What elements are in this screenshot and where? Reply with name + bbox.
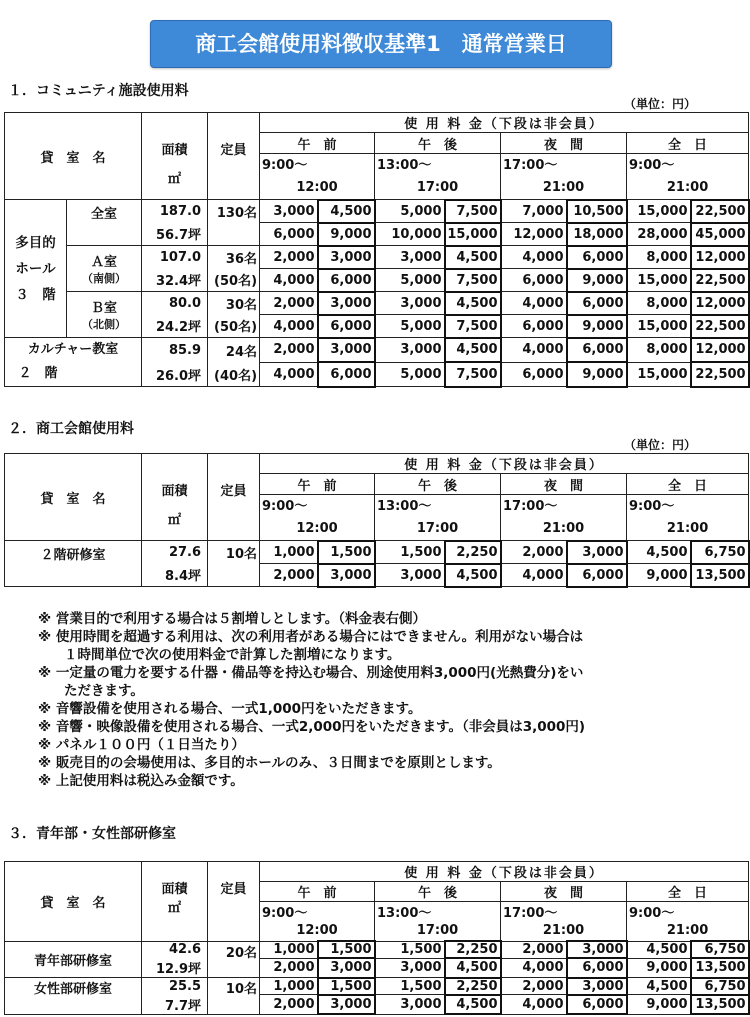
area-header: 面積 ㎡ [142,454,208,541]
section-2-title: ２．商工会館使用料 [8,421,134,437]
period-am-start: 9:00～ [260,154,375,176]
period-night-start: 17:00～ [501,902,627,922]
room-name: 全室 [67,200,142,246]
fee-am-nonmember: 6,000 [260,223,318,246]
period-am-start: 9:00～ [260,902,375,922]
fee-allday-member: 15,000 [627,200,691,223]
fee-pm-nonmember-business: 15,000 [445,223,501,246]
room-tsubo: 24.2坪 [142,315,208,338]
room-name: 女性部研修室 [5,978,142,1015]
fee-night-nonmember: 6,000 [501,362,567,387]
period-allday: 全 日 [627,133,749,154]
fee-allday-member: 4,500 [627,541,691,564]
room-area: 107.0 [142,246,208,269]
period-am-start: 9:00～ [260,495,375,517]
note-item: ※ 上記使用料は税込み金額です。 [38,773,244,789]
fee-allday-nonmember-business: 13,500 [691,564,749,587]
fee-am-nonmember: 2,000 [260,995,318,1015]
fee-am-nonmember: 2,000 [260,958,318,978]
community-fee-table [4,112,750,388]
fee-night-nonmember-business: 6,000 [567,995,627,1015]
fee-pm-nonmember: 5,000 [375,315,445,338]
fee-pm-member: 3,000 [375,292,445,315]
fee-pm-nonmember-business: 7,500 [445,362,501,387]
period-pm-end: 17:00 [375,176,501,200]
room-name-header: 貸 室 名 [5,454,142,541]
period-am: 午 前 [260,474,375,495]
fee-pm-member: 1,500 [375,541,445,564]
note-item: ※ 音響設備を使用される場合、一式1,000円をいただきます。 [38,701,422,717]
fee-am-nonmember-business: 6,000 [318,362,375,387]
fee-night-member: 4,000 [501,246,567,269]
fee-am-nonmember: 2,000 [260,564,318,587]
fee-pm-nonmember: 3,000 [375,958,445,978]
fee-am-nonmember-business: 3,000 [318,564,375,587]
fee-pm-business: 4,500 [445,292,501,315]
room-area: 187.0 [142,200,208,223]
fee-pm-member: 1,500 [375,978,445,995]
table-row [5,292,749,315]
room-capacity-alt [208,223,260,246]
fee-night-nonmember-business: 18,000 [567,223,627,246]
capacity-header: 定員 [208,454,260,541]
room-capacity-alt: (50名) [208,315,260,338]
fee-pm-business: 4,500 [445,246,501,269]
note-continuation: １時間単位で次の使用料金で計算した割増になります。 [64,647,401,663]
note-item: ※ パネル１００円（１日当たり） [38,737,245,753]
fee-allday-nonmember-business: 22,500 [691,269,749,292]
fee-am-member: 3,000 [260,200,318,223]
period-allday-end: 21:00 [627,921,749,941]
note-item: ※ 音響・映像設備を使用される場合、一式2,000円をいただきます。（非会員は3,000円) [38,719,586,735]
fee-pm-nonmember-business: 7,500 [445,269,501,292]
fee-allday-nonmember: 9,000 [627,958,691,978]
fee-night-nonmember: 6,000 [501,315,567,338]
room-tsubo: 32.4坪 [142,269,208,292]
fee-am-nonmember: 4,000 [260,315,318,338]
period-night: 夜 間 [501,882,627,902]
fee-pm-business: 7,500 [445,200,501,223]
period-night-end: 21:00 [501,517,627,541]
fee-night-nonmember-business: 6,000 [567,564,627,587]
fee-night-member: 2,000 [501,541,567,564]
period-pm-start: 13:00～ [375,902,501,922]
fee-night-business: 6,000 [567,292,627,315]
fee-am-nonmember-business: 6,000 [318,269,375,292]
fee-am-business: 1,500 [318,941,375,958]
fee-allday-business: 22,500 [691,200,749,223]
period-allday-end: 21:00 [627,517,749,541]
period-night-end: 21:00 [501,176,627,200]
fee-am-business: 1,500 [318,978,375,995]
fee-am-business: 1,500 [318,541,375,564]
fee-allday-business: 6,750 [691,978,749,995]
fee-night-nonmember-business: 9,000 [567,269,627,292]
period-allday-start: 9:00～ [627,154,749,176]
table-row [5,200,749,223]
note-item: ※ 使用時間を超過する利用は、次の利用者がある場合にはできません。利用がない場合は [38,629,584,645]
fee-pm-nonmember: 5,000 [375,269,445,292]
period-pm-start: 13:00～ [375,154,501,176]
period-night-end: 21:00 [501,921,627,941]
room-name-header: 貸 室 名 [5,862,142,942]
fee-allday-nonmember-business: 13,500 [691,995,749,1015]
fee-am-member: 1,000 [260,978,318,995]
fee-night-nonmember: 4,000 [501,958,567,978]
fee-pm-nonmember: 10,000 [375,223,445,246]
room-area: 80.0 [142,292,208,315]
room-capacity: 36名 [208,246,260,269]
fee-night-business: 3,000 [567,941,627,958]
note-item: ※ 販売目的の会場使用は、多目的ホールのみ、３日間までを原則とします。 [38,755,501,771]
period-allday-start: 9:00～ [627,495,749,517]
room-tsubo: 26.0坪 [142,362,208,387]
fee-am-member: 1,000 [260,541,318,564]
fee-am-member: 2,000 [260,338,318,363]
period-pm: 午 後 [375,882,501,902]
period-allday: 全 日 [627,882,749,902]
fee-pm-member: 3,000 [375,338,445,363]
note-item: ※ 一定量の電力を要する什器・備品等を持込む場合、別途使用料3,000円(光熱費分)をい [38,665,584,681]
section-1-title: １．コミュニティ施設使用料 [8,83,189,99]
table-row [5,246,749,269]
period-pm-end: 17:00 [375,921,501,941]
room-tsubo: 12.9坪 [142,958,208,978]
fee-night-nonmember: 4,000 [501,995,567,1015]
period-am-end: 12:00 [260,921,375,941]
fee-pm-member: 3,000 [375,246,445,269]
capacity-header: 定員 [208,862,260,942]
fee-pm-business: 2,250 [445,541,501,564]
room-area: 27.6 [142,541,208,564]
fee-am-nonmember-business: 6,000 [318,315,375,338]
youth-women-fee-table [4,861,750,1015]
fee-am-business: 3,000 [318,292,375,315]
fee-allday-nonmember-business: 22,500 [691,315,749,338]
room-name: Ｂ室 （北側） [67,292,142,338]
fee-allday-member: 4,500 [627,978,691,995]
fee-pm-nonmember: 3,000 [375,564,445,587]
fee-allday-nonmember-business: 45,000 [691,223,749,246]
fee-pm-nonmember-business: 4,500 [445,995,501,1015]
fee-heading: 使 用 料 金（下段は非会員） [260,454,749,474]
fee-allday-business: 12,000 [691,338,749,363]
room-capacity: 10名 [208,541,260,564]
room-name-header: 貸 室 名 [5,113,142,200]
note-item: ※ 営業目的で利用する場合は５割増しとします。（料金表右側） [38,611,426,627]
fee-pm-nonmember: 5,000 [375,362,445,387]
fee-am-member: 2,000 [260,246,318,269]
fee-allday-business: 12,000 [691,292,749,315]
fee-allday-business: 6,750 [691,941,749,958]
fee-night-business: 10,500 [567,200,627,223]
period-allday: 全 日 [627,474,749,495]
fee-am-nonmember: 4,000 [260,362,318,387]
area-header: 面積 ㎡ [142,862,208,942]
fee-pm-business: 2,250 [445,941,501,958]
fee-night-member: 7,000 [501,200,567,223]
capacity-header: 定員 [208,113,260,200]
room-capacity: 130名 [208,200,260,223]
room-capacity: 24名 [208,338,260,363]
fee-pm-nonmember: 3,000 [375,995,445,1015]
fee-allday-nonmember-business: 22,500 [691,362,749,387]
fee-allday-member: 8,000 [627,338,691,363]
fee-night-nonmember-business: 9,000 [567,315,627,338]
fee-night-nonmember: 6,000 [501,269,567,292]
section-3-title: ３．青年部・女性部研修室 [8,826,176,842]
period-pm-start: 13:00～ [375,495,501,517]
unit-label: （単位：円） [624,438,697,452]
fee-night-nonmember-business: 9,000 [567,362,627,387]
fee-allday-member: 8,000 [627,292,691,315]
fee-pm-nonmember-business: 7,500 [445,315,501,338]
notes-list [38,610,585,790]
fee-night-nonmember: 4,000 [501,564,567,587]
title-banner: 商工会館使用料徴収基準1 通常営業日 [150,20,612,68]
fee-night-business: 6,000 [567,338,627,363]
unit-label: （単位：円） [624,97,697,111]
table-row [5,941,749,958]
fee-am-nonmember-business: 3,000 [318,958,375,978]
period-night: 夜 間 [501,133,627,154]
fee-allday-nonmember: 15,000 [627,362,691,387]
fee-pm-member: 1,500 [375,941,445,958]
fee-am-business: 3,000 [318,246,375,269]
table-row [5,978,749,995]
fee-allday-nonmember-business: 13,500 [691,958,749,978]
period-allday-start: 9:00～ [627,902,749,922]
multipurpose-hall-label: 多目的 ホール ３ 階 [5,200,67,338]
room-capacity: 20名 [208,941,260,978]
period-am-end: 12:00 [260,176,375,200]
room-tsubo: 7.7坪 [142,995,208,1015]
room-capacity-alt [208,564,260,587]
fee-allday-nonmember: 15,000 [627,269,691,292]
fee-am-member: 2,000 [260,292,318,315]
period-allday-end: 21:00 [627,176,749,200]
fee-am-nonmember-business: 3,000 [318,995,375,1015]
note-continuation: ただきます。 [64,683,144,699]
fee-pm-business: 2,250 [445,978,501,995]
hall-fee-table [4,453,750,588]
room-name: 青年部研修室 [5,941,142,978]
fee-am-nonmember-business: 9,000 [318,223,375,246]
room-capacity: 10名 [208,978,260,1015]
fee-allday-business: 12,000 [691,246,749,269]
fee-am-nonmember: 4,000 [260,269,318,292]
room-area: 25.5 [142,978,208,995]
fee-allday-nonmember: 9,000 [627,564,691,587]
period-am-end: 12:00 [260,517,375,541]
room-capacity: 30名 [208,292,260,315]
fee-am-business: 3,000 [318,338,375,363]
period-am: 午 前 [260,133,375,154]
fee-allday-member: 4,500 [627,941,691,958]
period-am: 午 前 [260,882,375,902]
table-row [5,541,749,564]
fee-pm-member: 5,000 [375,200,445,223]
fee-night-member: 2,000 [501,941,567,958]
period-night: 夜 間 [501,474,627,495]
fee-night-business: 3,000 [567,978,627,995]
fee-am-member: 1,000 [260,941,318,958]
fee-pm-nonmember-business: 4,500 [445,958,501,978]
room-tsubo: 8.4坪 [142,564,208,587]
fee-allday-nonmember: 9,000 [627,995,691,1015]
fee-pm-nonmember-business: 4,500 [445,564,501,587]
period-night-start: 17:00～ [501,495,627,517]
period-night-start: 17:00～ [501,154,627,176]
fee-night-nonmember-business: 6,000 [567,958,627,978]
fee-night-member: 4,000 [501,338,567,363]
room-tsubo: 56.7坪 [142,223,208,246]
room-area: 85.9 [142,338,208,363]
room-name: Ａ室 （南側） [67,246,142,292]
fee-heading: 使 用 料 金（下段は非会員） [260,113,749,133]
room-capacity-alt: (50名) [208,269,260,292]
room-name: カルチャー教室 ２ 階 [5,338,142,387]
fee-allday-business: 6,750 [691,541,749,564]
fee-night-nonmember: 12,000 [501,223,567,246]
room-capacity-alt: (40名) [208,362,260,387]
room-area: 42.6 [142,941,208,958]
fee-night-member: 2,000 [501,978,567,995]
area-header: 面積 ㎡ [142,113,208,200]
period-pm-end: 17:00 [375,517,501,541]
fee-am-business: 4,500 [318,200,375,223]
fee-night-member: 4,000 [501,292,567,315]
table-row [5,338,749,363]
fee-allday-nonmember: 15,000 [627,315,691,338]
fee-allday-member: 8,000 [627,246,691,269]
fee-pm-business: 4,500 [445,338,501,363]
fee-allday-nonmember: 28,000 [627,223,691,246]
period-pm: 午 後 [375,474,501,495]
room-name: ２階研修室 [5,541,142,587]
period-pm: 午 後 [375,133,501,154]
fee-heading: 使 用 料 金（下段は非会員） [260,862,749,882]
fee-night-business: 3,000 [567,541,627,564]
fee-night-business: 6,000 [567,246,627,269]
